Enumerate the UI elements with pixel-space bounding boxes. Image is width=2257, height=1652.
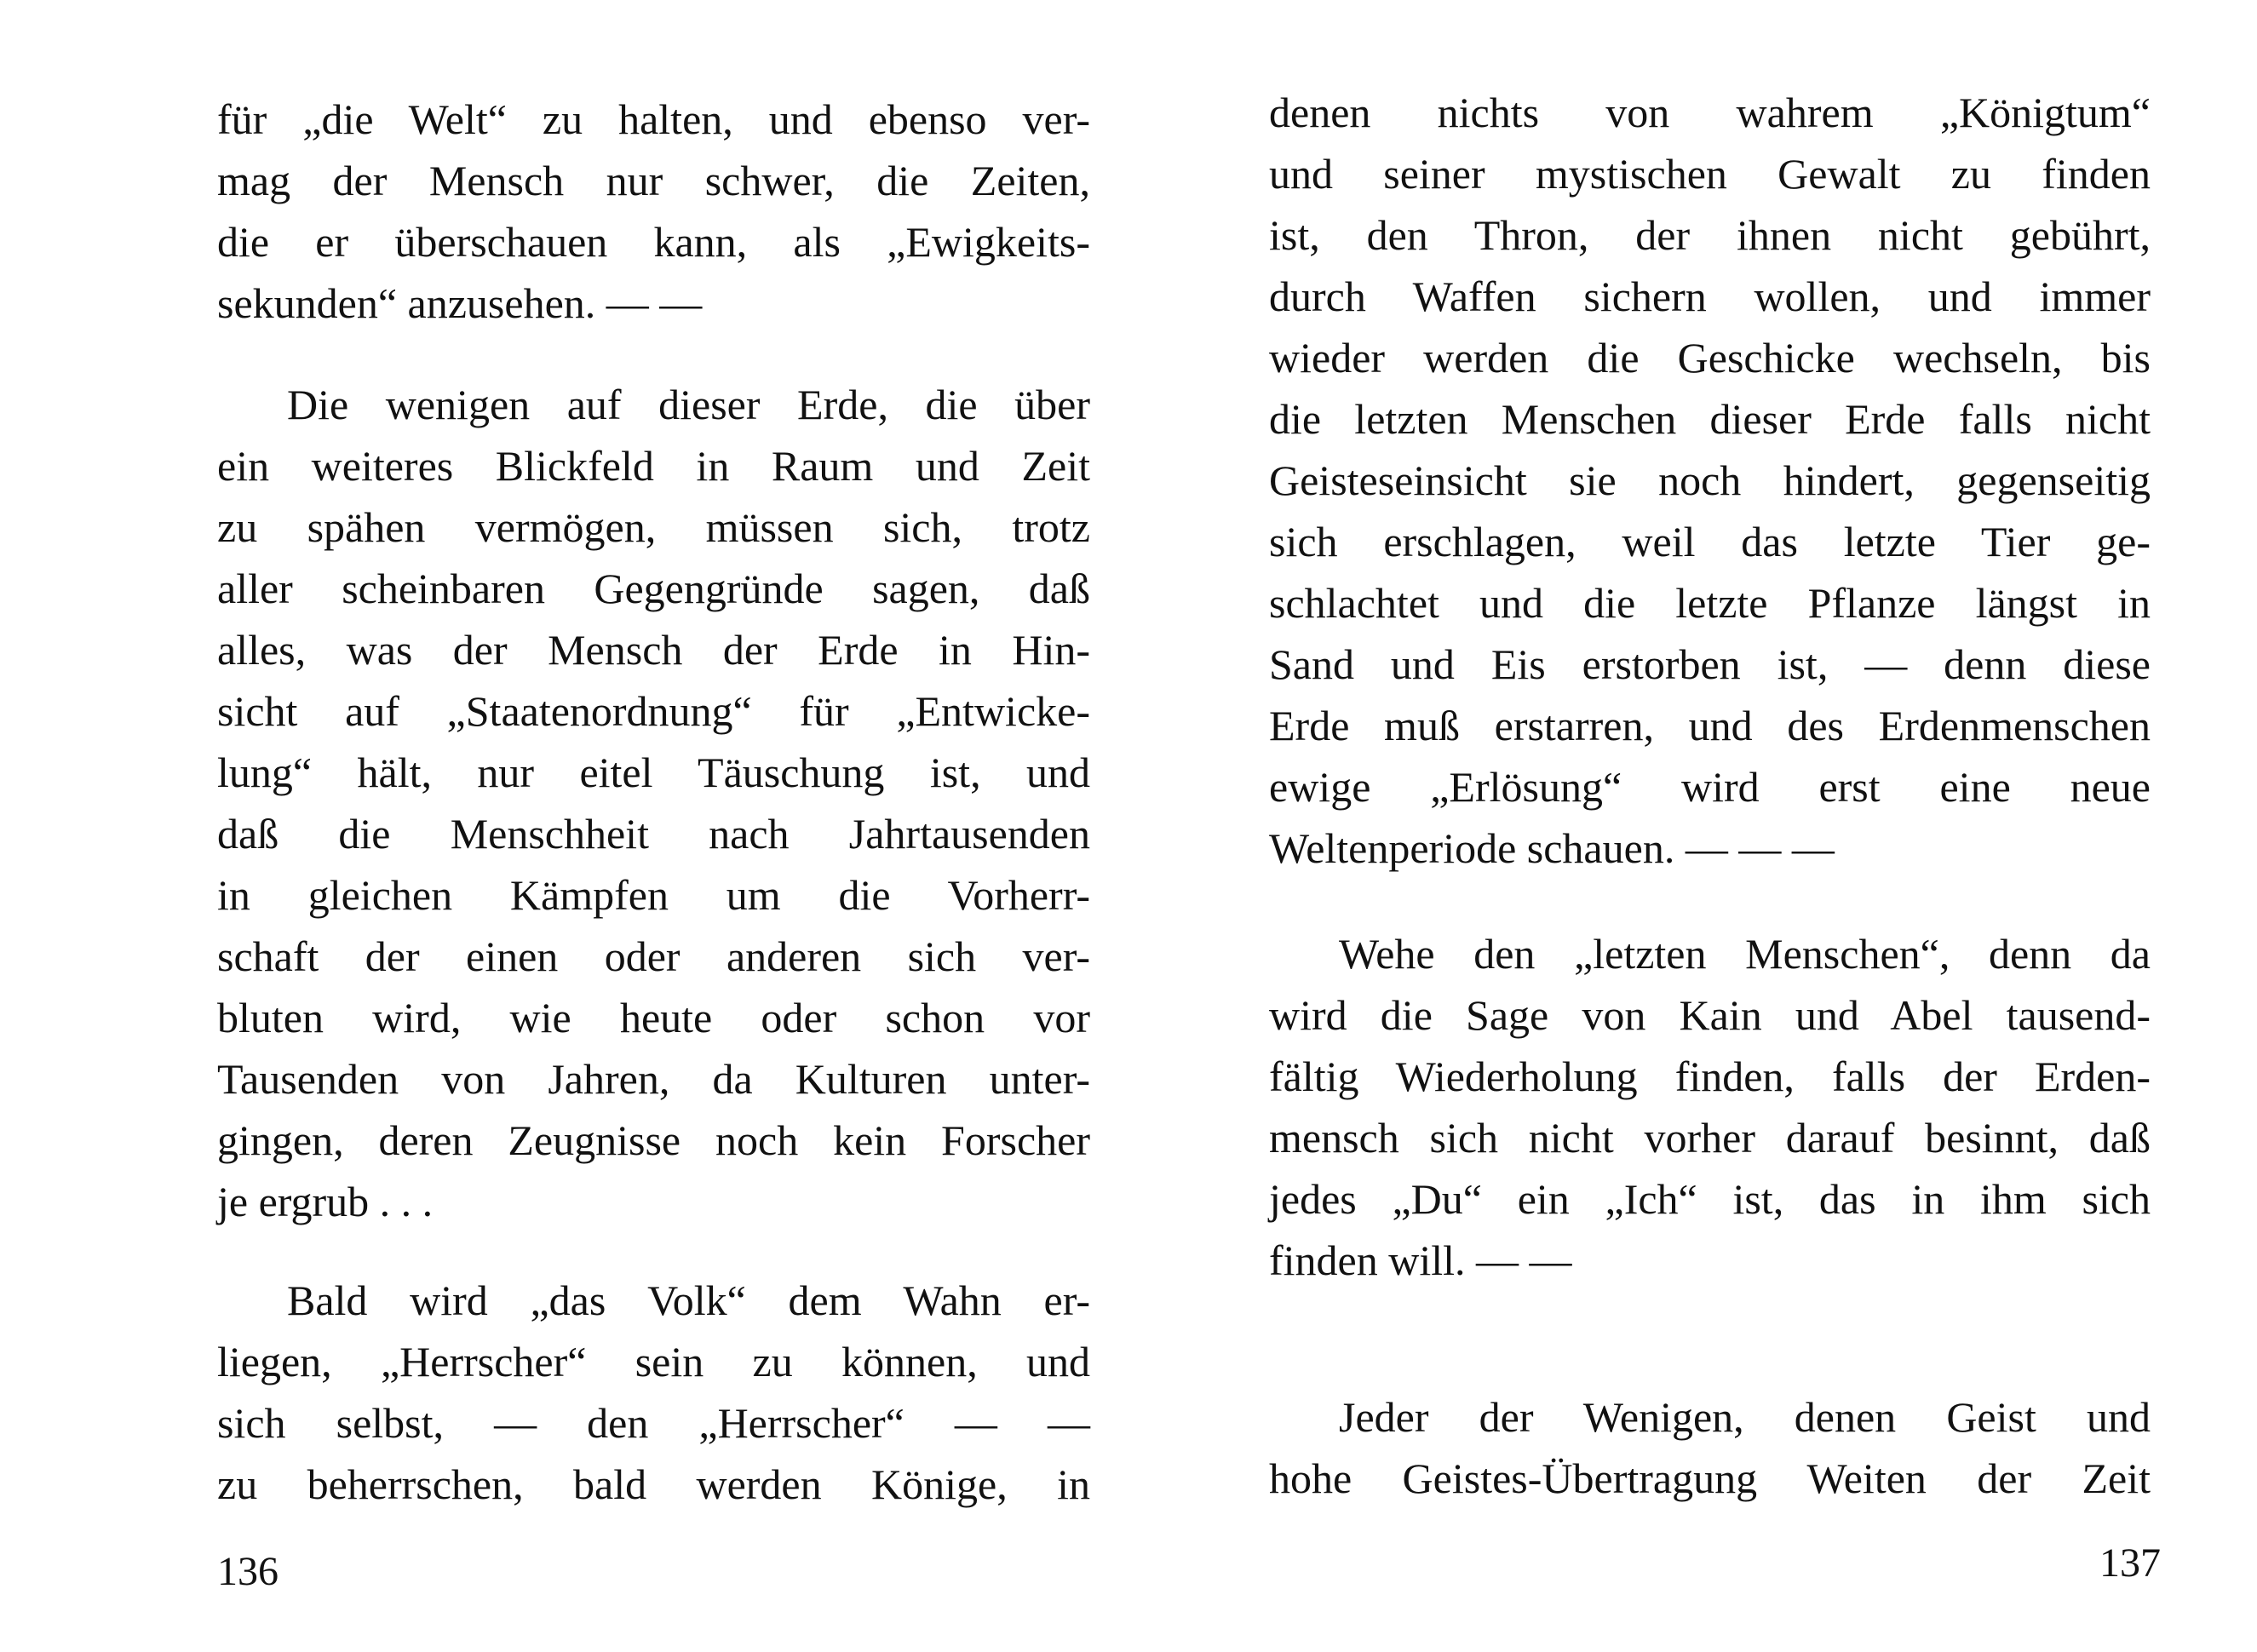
text-line: sich selbst, — den „Herrscher“ — —: [217, 1399, 1090, 1447]
text-line: Weltenperiode schauen. — — —: [1269, 824, 1835, 872]
text-line: Sand und Eis erstorben ist, — denn diese: [1269, 640, 2151, 688]
text-line: lung“ hält, nur eitel Täuschung ist, und: [217, 749, 1090, 796]
page-number: 137: [2099, 1540, 2161, 1586]
paragraph: [217, 89, 1090, 334]
text-line: ist, den Thron, der ihnen nicht gebührt,: [1269, 211, 2151, 259]
text-line: schaft der einen oder anderen sich ver-: [217, 932, 1090, 980]
text-line: Erde muß erstarren, und des Erdenmenschen: [1269, 702, 2151, 749]
text-line: durch Waffen sichern wollen, und immer: [1269, 272, 2151, 320]
text-line: Wehe den „letzten Menschen“, denn da: [1339, 930, 2151, 978]
text-line: jedes „Du“ ein „Ich“ ist, das in ihm sich: [1269, 1175, 2151, 1223]
text-line: daß die Menschheit nach Jahrtausenden: [217, 810, 1090, 858]
text-line: Bald wird „das Volk“ dem Wahn er-: [287, 1276, 1090, 1324]
text-line: für „die Welt“ zu halten, und ebenso ver-: [217, 95, 1090, 143]
text-line: Die wenigen auf dieser Erde, die über: [287, 381, 1090, 428]
paragraph: [217, 374, 1090, 1232]
text-line: in gleichen Kämpfen um die Vorherr-: [217, 871, 1090, 919]
text-line: zu spähen vermögen, müssen sich, trotz: [217, 503, 1090, 551]
text-line: mensch sich nicht vorher darauf besinnt, daß: [1269, 1114, 2151, 1162]
text-line: Tausenden von Jahren, da Kulturen unter-: [217, 1055, 1090, 1103]
paragraph: [217, 1270, 1090, 1515]
text-line: wird die Sage von Kain und Abel tausend-: [1269, 991, 2151, 1039]
text-line: gingen, deren Zeugnisse noch kein Forscher: [217, 1116, 1090, 1164]
text-line: sicht auf „Staatenordnung“ für „Entwicke-: [217, 687, 1090, 735]
text-line: Geisteseinsicht sie noch hindert, gegenseitig: [1269, 456, 2151, 504]
text-line: je ergrub . . .: [217, 1178, 434, 1225]
text-line: zu beherrschen, bald werden Könige, in: [217, 1460, 1090, 1508]
text-line: liegen, „Herrscher“ sein zu können, und: [217, 1338, 1090, 1385]
text-line: alles, was der Mensch der Erde in Hin-: [217, 626, 1090, 674]
text-line: aller scheinbaren Gegengründe sagen, daß: [217, 565, 1090, 612]
text-line: bluten wird, wie heute oder schon vor: [217, 994, 1090, 1041]
text-line: denen nichts von wahrem „Königtum“: [1269, 89, 2151, 136]
text-line: die letzten Menschen dieser Erde falls nicht: [1269, 395, 2151, 443]
text-line: und seiner mystischen Gewalt zu finden: [1269, 150, 2151, 198]
text-line: ewige „Erlösung“ wird erst eine neue: [1269, 763, 2151, 811]
page-number: 136: [217, 1549, 279, 1594]
paragraph: [1269, 1386, 2151, 1509]
text-line: finden will. — —: [1269, 1236, 1572, 1284]
text-line: Jeder der Wenigen, denen Geist und: [1339, 1393, 2151, 1441]
paragraph: [1269, 923, 2151, 1291]
text-line: schlachtet und die letzte Pflanze längst in: [1269, 579, 2151, 627]
text-line: die er überschauen kann, als „Ewigkeits-: [217, 218, 1090, 266]
text-line: ein weiteres Blickfeld in Raum und Zeit: [217, 442, 1090, 490]
text-line: sich erschlagen, weil das letzte Tier ge-: [1269, 518, 2151, 565]
text-line: sekunden“ anzusehen. — —: [217, 279, 703, 327]
text-line: fältig Wiederholung finden, falls der Erden-: [1269, 1053, 2151, 1100]
text-line: hohe Geistes-Übertragung Weiten der Zeit: [1269, 1454, 2151, 1502]
paragraph: [1269, 82, 2151, 879]
text-line: wieder werden die Geschicke wechseln, bis: [1269, 334, 2151, 381]
text-line: mag der Mensch nur schwer, die Zeiten,: [217, 157, 1090, 204]
